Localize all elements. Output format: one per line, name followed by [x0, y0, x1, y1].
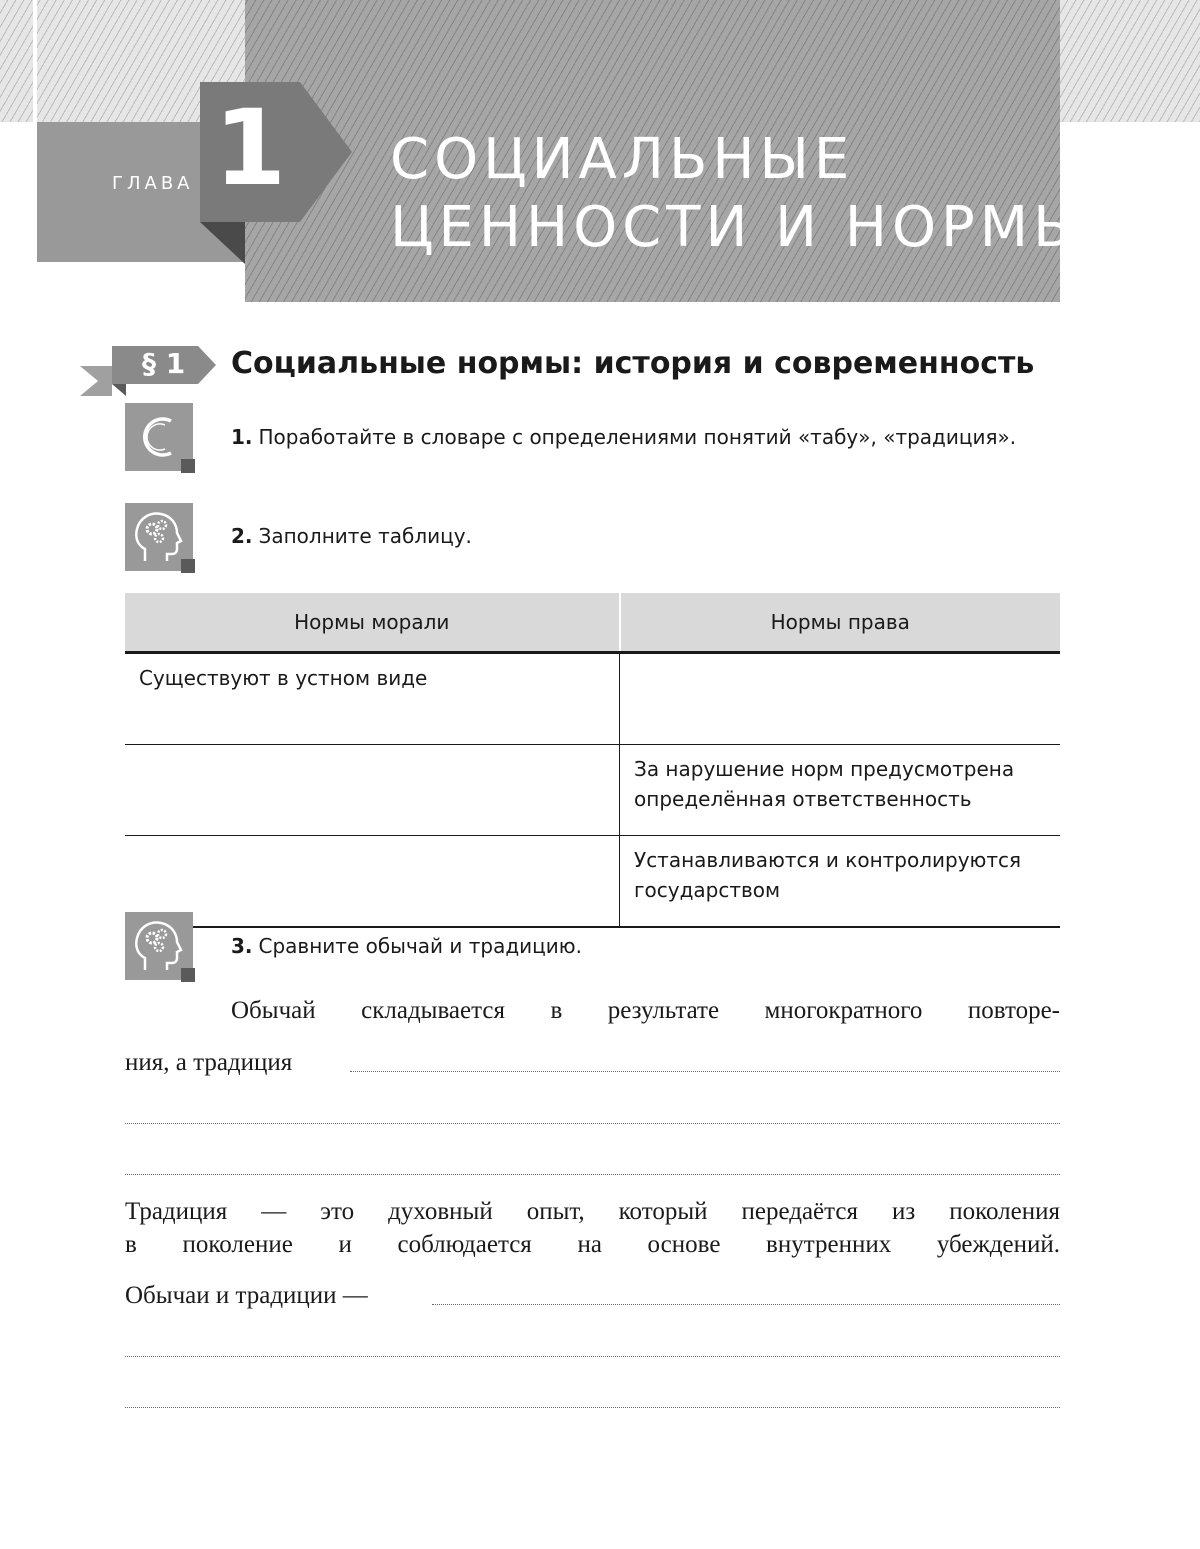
dictionary-c-icon [125, 403, 197, 475]
section-title: Социальные нормы: история и современность [231, 346, 1035, 381]
custom-line-2: ния, а традиция [125, 1049, 293, 1076]
table-row [125, 836, 1060, 928]
norms-table [125, 593, 1060, 928]
answer-line[interactable] [125, 1174, 1060, 1175]
task-2-text [231, 524, 472, 548]
customs-traditions-prompt: Обычаи и традиции — [125, 1282, 368, 1309]
task-1-text [231, 425, 1016, 449]
table-cell[interactable] [125, 745, 620, 836]
table-cell[interactable] [125, 836, 620, 928]
tradition-definition-line-2: в поколение и соблюдается на основе внутренних убеждений. [125, 1231, 1060, 1258]
answer-line[interactable] [125, 1407, 1060, 1408]
table-row [125, 745, 1060, 836]
answer-line[interactable] [125, 1356, 1060, 1357]
custom-line-1: Обычай складывается в результате многократного повторе- [231, 997, 1060, 1024]
task-2-instruction: Заполните таблицу. [258, 524, 472, 548]
header-gap [33, 0, 37, 122]
table-cell[interactable]: За нарушение норм предусмотрена определённая ответственность [620, 745, 1061, 836]
paragraph-number: § 1 [142, 347, 186, 380]
answer-line[interactable] [432, 1304, 1060, 1305]
head-gears-icon [125, 503, 197, 575]
header-hatch-right [1060, 0, 1200, 122]
chapter-title-line-1: СОЦИАЛЬНЫЕ [390, 127, 855, 192]
answer-line[interactable] [350, 1071, 1060, 1072]
answer-line[interactable] [125, 1123, 1060, 1124]
task-1-number: 1. [231, 425, 253, 449]
table-cell[interactable]: Существуют в устном виде [125, 653, 620, 745]
tradition-definition-line-1: Традиция — это духовный опыт, который передаётся из поколения [125, 1198, 1060, 1225]
head-gears-icon [125, 912, 197, 984]
table-cell[interactable]: Устанавливаются и контролируются государством [620, 836, 1061, 928]
table-header-row [125, 593, 1060, 653]
table-row [125, 653, 1060, 745]
task-2-number: 2. [231, 524, 253, 548]
task-3-text [231, 934, 582, 958]
chapter-label: ГЛАВА [112, 173, 194, 194]
header-moral-norms: Нормы морали [125, 593, 620, 653]
table-cell[interactable] [620, 653, 1061, 745]
task-3-instruction: Сравните обычай и традицию. [258, 934, 582, 958]
task-1-instruction: Поработайте в словаре с определениями понятий «табу», «традиция». [258, 425, 1017, 449]
chapter-title-line-2: ЦЕННОСТИ И НОРМЫ [390, 195, 1088, 260]
chapter-number: 1 [213, 87, 287, 209]
header-legal-norms: Нормы права [620, 593, 1061, 653]
task-3-number: 3. [231, 934, 253, 958]
